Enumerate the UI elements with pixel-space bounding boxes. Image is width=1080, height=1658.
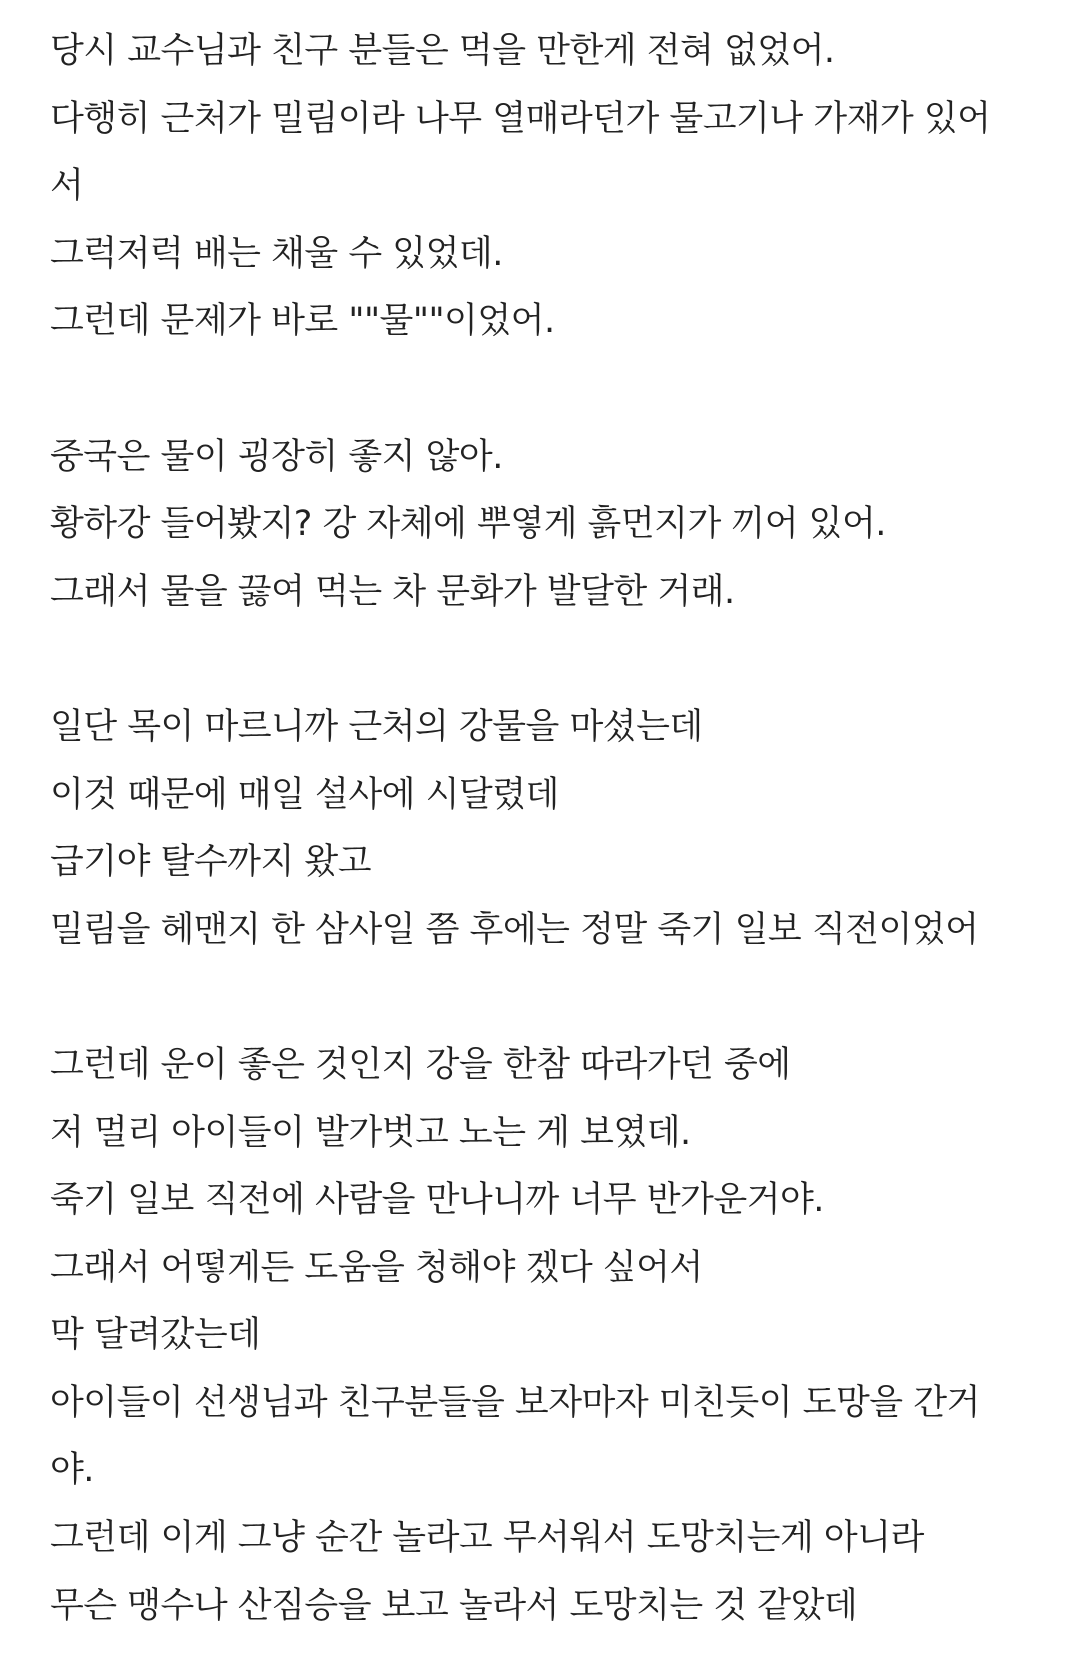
text-line: 야. <box>50 1450 94 1491</box>
text-line: 그래서 물을 끓여 먹는 차 문화가 발달한 거래. <box>50 571 735 612</box>
text-line: 아이들이 선생님과 친구분들을 보자마자 미친듯이 도망을 간거 <box>50 1382 980 1423</box>
text-line: 황하강 들어봤지? 강 자체에 뿌옇게 흙먼지가 끼어 있어. <box>50 504 886 545</box>
text-line: 그럭저럭 배는 채울 수 있었데. <box>50 233 503 274</box>
paragraph-gap <box>50 626 1050 694</box>
paragraph-gap <box>50 356 1050 424</box>
text-line: 그런데 이게 그냥 순간 놀라고 무서워서 도망치는게 아니라 <box>50 1518 924 1559</box>
text-line: 급기야 탈수까지 왔고 <box>50 842 372 883</box>
text-line: 서 <box>50 166 84 207</box>
text-line: 그래서 어떻게든 도움을 청해야 겠다 싶어서 <box>50 1247 703 1288</box>
text-line: 일단 목이 마르니까 근처의 강물을 마셨는데 <box>50 706 703 747</box>
text-line: 이것 때문에 매일 설사에 시달렸데 <box>50 774 559 815</box>
text-line: 밀림을 헤맨지 한 삼사일 쯤 후에는 정말 죽기 일보 직전이었어 <box>50 909 979 950</box>
text-line: 그런데 운이 좋은 것인지 강을 한참 따라가던 중에 <box>50 1044 791 1085</box>
post-body <box>50 18 1050 1640</box>
text-line: 다행히 근처가 밀림이라 나무 열매라던가 물고기나 가재가 있어 <box>50 98 991 139</box>
text-line: 당시 교수님과 친구 분들은 먹을 만한게 전혀 없었어. <box>50 31 835 71</box>
text-line: 그런데 문제가 바로 ""물""이었어. <box>50 301 555 342</box>
text-line: 무슨 맹수나 산짐승을 보고 놀라서 도망치는 것 같았데 <box>50 1585 858 1626</box>
text-line: 죽기 일보 직전에 사람을 만나니까 너무 반가운거야. <box>50 1180 824 1221</box>
text-line: 막 달려갔는데 <box>50 1315 261 1356</box>
paragraph-gap <box>50 964 1050 1032</box>
text-line: 저 멀리 아이들이 발가벗고 노는 게 보였데. <box>50 1112 691 1153</box>
text-line: 중국은 물이 굉장히 좋지 않아. <box>50 436 503 477</box>
